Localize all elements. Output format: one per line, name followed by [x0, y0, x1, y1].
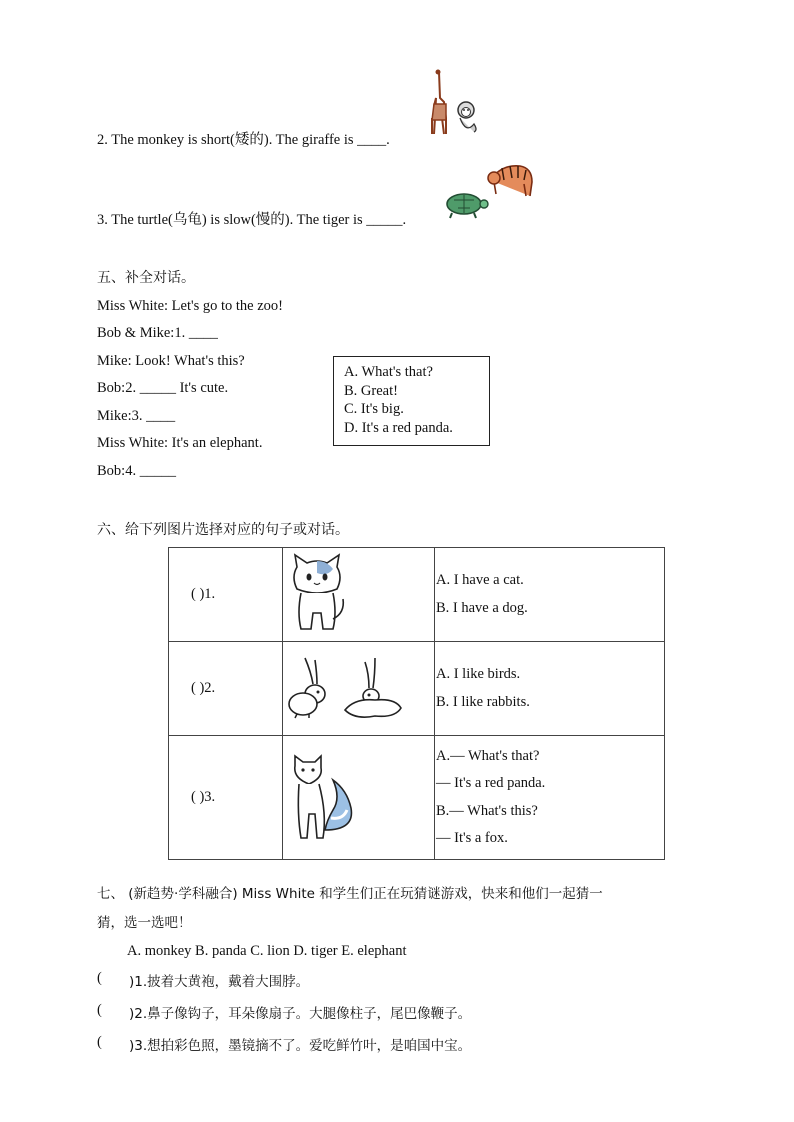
giraffe-monkey-image — [422, 68, 484, 136]
row-number: ( )2. — [169, 642, 283, 736]
dialog-line: Bob & Mike:1. ____ — [97, 325, 218, 341]
section-6-heading: 六、给下列图片选择对应的句子或对话。 — [97, 522, 349, 538]
fox-image-cell — [283, 736, 435, 860]
picture-matching-table — [168, 547, 665, 860]
section-7-heading: 七、 (新趋势·学科融合) Miss White 和学生们正在玩猜谜游戏，快来和他们一起猜一 — [97, 886, 603, 902]
rabbits-image — [283, 654, 434, 724]
option-line: — It's a red panda. — [436, 775, 546, 791]
riddle-2: )2.鼻子像钩子，耳朵像扇子。大腿像柱子，尾巴像鞭子。 — [129, 1006, 472, 1022]
option-line: B. I like rabbits. — [436, 693, 530, 710]
option-a: A. What's that? — [344, 364, 433, 380]
answer-paren: ( — [97, 1002, 102, 1018]
dialog-line: Miss White: It's an elephant. — [97, 435, 263, 451]
table-row — [169, 548, 665, 642]
option-line: A. I have a cat. — [436, 572, 524, 588]
dialog-line: Bob:4. _____ — [97, 463, 176, 479]
option-d: D. It's a red panda. — [344, 419, 453, 436]
dialog-line: Bob:2. _____ It's cute. — [97, 380, 229, 396]
option-b: B. Great! — [344, 382, 398, 399]
option-line: A.— What's that? — [436, 747, 540, 764]
option-line: A. I like birds. — [436, 666, 521, 682]
section-7-heading-cont: 猜，选一选吧！ — [97, 915, 192, 931]
option-c: C. It's big. — [344, 401, 404, 417]
riddle-3: )3.想拍彩色照，墨镜摘不了。爱吃鲜竹叶，是咱国中宝。 — [129, 1038, 472, 1054]
question-2-text: 2. The monkey is short(矮的). The giraffe is ____. — [97, 132, 390, 148]
riddle-options: A. monkey B. panda C. lion D. tiger E. elephant — [127, 943, 407, 959]
row-number: ( )3. — [169, 736, 283, 860]
question-3-text: 3. The turtle(乌龟) is slow(慢的). The tiger is _____. — [97, 212, 407, 228]
row-options — [435, 642, 665, 736]
dialog-line: Mike:3. ____ — [97, 408, 176, 424]
option-line: B. I have a dog. — [436, 599, 528, 616]
row-options — [435, 548, 665, 642]
answer-paren: ( — [97, 970, 102, 986]
fox-image — [283, 754, 434, 842]
row-options — [435, 736, 665, 860]
cat-image-cell — [283, 548, 435, 642]
cat-image — [283, 553, 434, 637]
turtle-tiger-image — [442, 158, 536, 220]
row-number: ( )1. — [169, 548, 283, 642]
section-5-heading: 五、补全对话。 — [97, 270, 195, 286]
option-line: — It's a fox. — [436, 830, 508, 846]
rabbits-image-cell — [283, 642, 435, 736]
option-line: B.— What's this? — [436, 802, 538, 819]
dialog-line: Mike: Look! What's this? — [97, 353, 245, 369]
dialog-line: Miss White: Let's go to the zoo! — [97, 298, 283, 314]
table-row — [169, 642, 665, 736]
answer-paren: ( — [97, 1034, 102, 1050]
table-row — [169, 736, 665, 860]
dialog-options-box — [333, 356, 490, 446]
riddle-1: )1.披着大黄袍，戴着大围脖。 — [129, 974, 310, 990]
